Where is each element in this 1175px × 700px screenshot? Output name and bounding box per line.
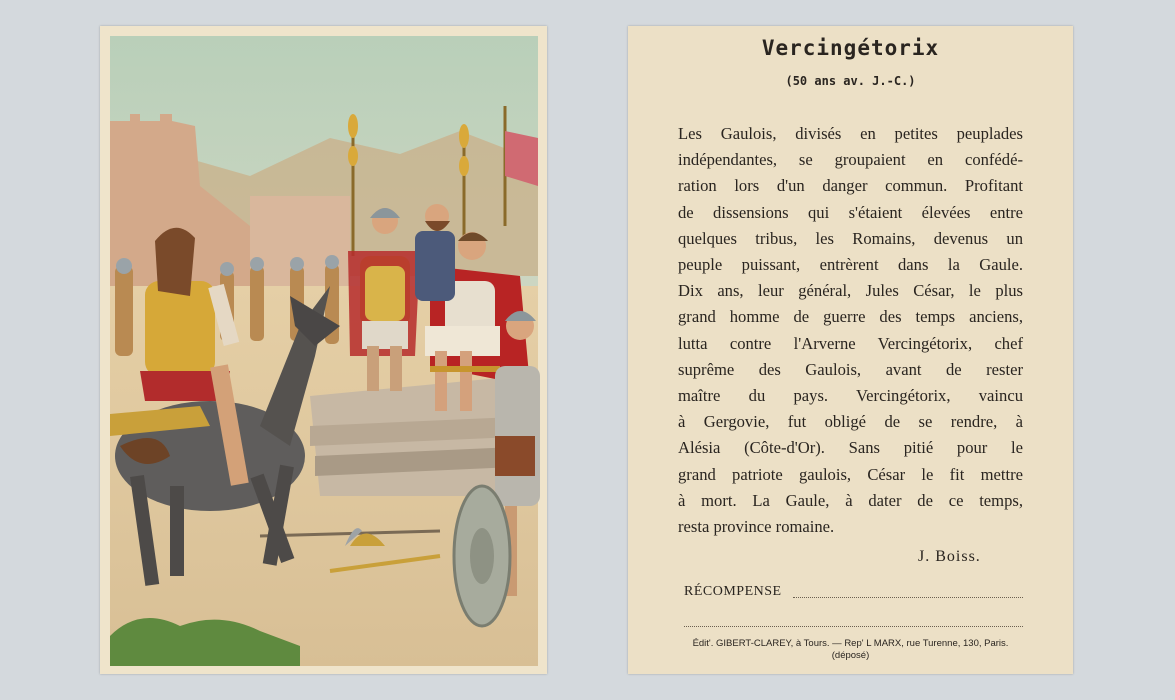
publisher-imprint bbox=[628, 638, 1073, 662]
body-line: Dix ans, leur général, Jules César, le plus bbox=[678, 281, 1023, 301]
author-signature: J. Boiss. bbox=[918, 548, 981, 565]
reward-label: RÉCOMPENSE bbox=[684, 584, 782, 599]
card-front bbox=[100, 26, 547, 674]
card-back bbox=[628, 26, 1073, 674]
card-body-text bbox=[678, 121, 1023, 540]
reward-dotted-line-2 bbox=[684, 626, 1023, 627]
body-line: de dissensions qui s'étaient élevées entre bbox=[678, 202, 1023, 222]
body-line: à mort. La Gaule, à dater de ce temps, bbox=[678, 490, 1023, 510]
card-subtitle: (50 ans av. J.-C.) bbox=[785, 74, 916, 88]
body-line: indépendantes, se groupaient en confédé- bbox=[678, 150, 1023, 170]
publisher-line: Édit'. GIBERT-CLAREY, à Tours. — Rep' L MARX, rue Turenne, 130, Paris. bbox=[692, 638, 1009, 649]
body-line: Les Gaulois, divisés en petites peuplades bbox=[678, 124, 1023, 143]
body-line: resta province romaine. bbox=[678, 517, 835, 537]
body-line: peuple puissant, entrèrent dans la Gaule. bbox=[678, 255, 1023, 275]
body-line: maître du pays. Vercingétorix, vaincu bbox=[678, 386, 1023, 406]
body-line: à Gergovie, fut obligé de se rendre, à bbox=[678, 412, 1023, 432]
body-line: quelques tribus, les Romains, devenus un bbox=[678, 228, 1023, 248]
body-line: suprême des Gaulois, avant de rester bbox=[678, 359, 1023, 379]
card-title: Vercingétorix bbox=[761, 36, 940, 60]
body-line: Alésia (Côte-d'Or). Sans pitié pour le bbox=[678, 438, 1023, 458]
body-line: grand patriote gaulois, César le fit mettre bbox=[678, 464, 1023, 484]
body-line: lutta contre l'Arverne Vercingétorix, chef bbox=[678, 333, 1023, 353]
surrender-illustration bbox=[100, 26, 547, 674]
reward-dotted-line bbox=[793, 597, 1023, 598]
body-line: ration lors d'un danger commun. Profitant bbox=[678, 176, 1023, 196]
body-line: grand homme de guerre des temps anciens, bbox=[678, 307, 1023, 327]
deposit-note: (déposé) bbox=[831, 650, 870, 661]
